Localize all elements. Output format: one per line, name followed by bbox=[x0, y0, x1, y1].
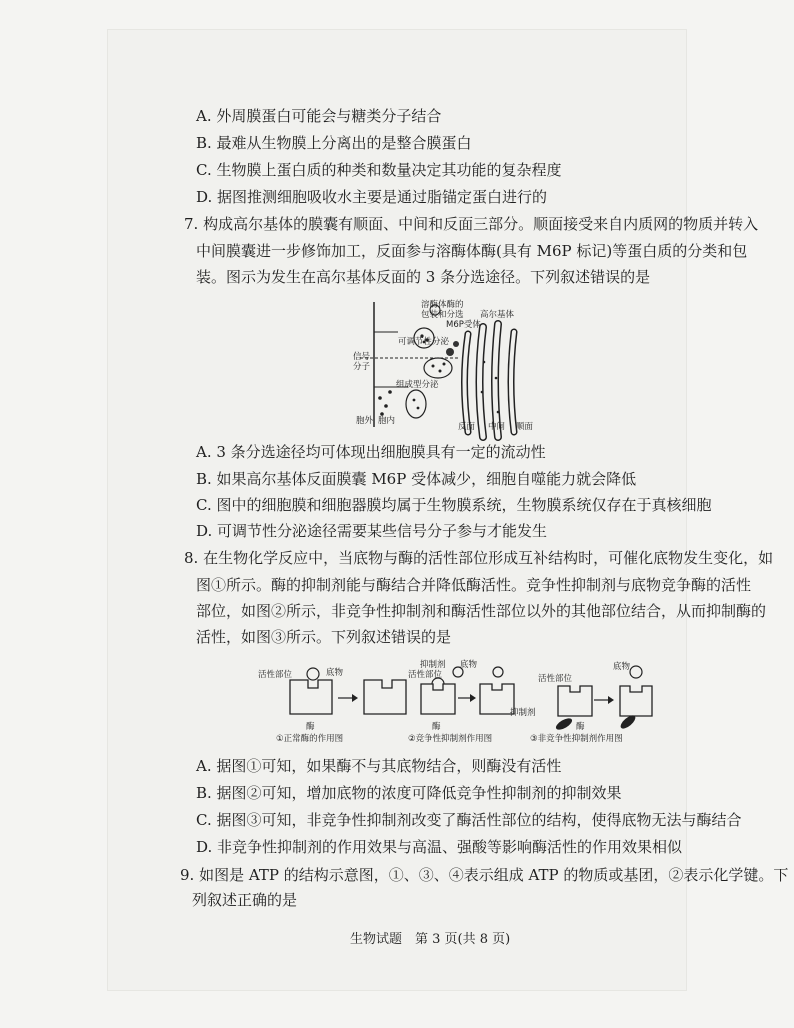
q6-option-b: B. 最难从生物膜上分离出的是整合膜蛋白 bbox=[196, 134, 472, 152]
q8-option-b: B. 据图②可知，增加底物的浓度可降低竞争性抑制剂的抑制效果 bbox=[196, 784, 622, 802]
q9-stem-line-2: 列叙述正确的是 bbox=[192, 891, 298, 909]
q7-stem-line-3: 装。图示为发生在高尔基体反面的 3 条分选途径。下列叙述错误的是 bbox=[196, 268, 651, 286]
q8-option-d: D. 非竞争性抑制剂的作用效果与高温、强酸等影响酶活性的作用效果相似 bbox=[196, 838, 683, 856]
fig8-substrate-1: 底物 bbox=[326, 668, 344, 678]
q8-option-a: A. 据图①可知，如果酶不与其底物结合，则酶没有活性 bbox=[196, 757, 562, 775]
fig7-receptor-label: M6P受体 bbox=[446, 320, 481, 330]
q7-option-a: A. 3 条分选途径均可体现出细胞膜具有一定的流动性 bbox=[196, 443, 546, 461]
fig8-enzyme-2: 酶 bbox=[432, 722, 441, 732]
fig7-outside-label: 胞外 bbox=[356, 416, 374, 426]
q8-stem-line-1: 8. 在生物化学反应中，当底物与酶的活性部位形成互补结构时，可催化底物发生变化，如 bbox=[184, 549, 774, 567]
page-footer: 生物试题 第 3 页(共 8 页) bbox=[350, 932, 511, 947]
fig7-signal-label-1: 信号 bbox=[353, 352, 371, 362]
q6-option-a: A. 外周膜蛋白可能会与糖类分子结合 bbox=[196, 107, 442, 125]
fig7-inside-label: 胞内 bbox=[378, 416, 396, 426]
fig8-caption-3: ③非竞争性抑制剂作用图 bbox=[530, 734, 623, 744]
exam-page bbox=[108, 30, 789, 990]
q7-option-c: C. 图中的细胞膜和细胞器膜均属于生物膜系统，生物膜系统仅存在于真核细胞 bbox=[196, 496, 712, 514]
fig8-active-site-2: 活性部位 bbox=[408, 670, 443, 680]
fig8-active-site-3: 活性部位 bbox=[538, 674, 573, 684]
fig7-lysosome-label-2: 包装和分选 bbox=[421, 310, 464, 320]
q7-option-d: D. 可调节性分泌途径需要某些信号分子参与才能发生 bbox=[196, 522, 548, 540]
fig8-caption-1: ①正常酶的作用图 bbox=[276, 734, 344, 744]
q7-stem-line-1: 7. 构成高尔基体的膜囊有顺面、中间和反面三部分。顺面接受来自内质网的物质并转入 bbox=[184, 215, 759, 233]
fig8-enzyme-1: 酶 bbox=[306, 722, 315, 732]
fig8-enzyme-3: 酶 bbox=[576, 722, 585, 732]
fig8-active-site-1: 活性部位 bbox=[258, 670, 293, 680]
fig7-constitutive-label: 组成型分泌 bbox=[396, 380, 439, 390]
fig7-medial-label: 中间 bbox=[488, 422, 506, 432]
fig8-substrate-2: 底物 bbox=[460, 660, 478, 670]
fig8-inhibitor-2: 抑制剂 bbox=[420, 660, 446, 670]
fig8-substrate-3: 底物 bbox=[613, 662, 631, 672]
fig8-caption-2: ②竞争性抑制剂作用图 bbox=[408, 734, 493, 744]
q7-option-b: B. 如果高尔基体反面膜囊 M6P 受体减少，细胞自噬能力就会降低 bbox=[196, 470, 637, 488]
q8-option-c: C. 据图③可知，非竞争性抑制剂改变了酶活性部位的结构，使得底物无法与酶结合 bbox=[196, 811, 742, 829]
q6-option-c: C. 生物膜上蛋白质的种类和数量决定其功能的复杂程度 bbox=[196, 161, 562, 179]
fig7-cis-label: 顺面 bbox=[516, 422, 534, 432]
q8-stem-line-3: 部位，如图②所示，非竞争性抑制剂和酶活性部位以外的其他部位结合，从而抑制酶的 bbox=[196, 602, 767, 620]
fig8-inhibitor-3: 抑制剂 bbox=[510, 708, 536, 718]
fig7-trans-label: 反面 bbox=[458, 422, 476, 432]
fig7-signal-label-2: 分子 bbox=[353, 362, 371, 372]
q8-stem-line-2: 图①所示。酶的抑制剂能与酶结合并降低酶活性。竞争性抑制剂与底物竞争酶的活性 bbox=[196, 576, 752, 594]
q9-stem-line-1: 9. 如图是 ATP 的结构示意图，①、③、④表示组成 ATP 的物质或基团，②表示化学键。下 bbox=[180, 866, 789, 884]
fig7-lysosome-label-1: 溶酶体酶的 bbox=[421, 300, 464, 310]
q7-stem-line-2: 中间膜囊进一步修饰加工，反面参与溶酶体酶(具有 M6P 标记)等蛋白质的分类和包 bbox=[196, 242, 748, 260]
fig7-regulated-label: 可调节性分泌 bbox=[398, 337, 450, 347]
fig7-golgi-label: 高尔基体 bbox=[480, 310, 515, 320]
q6-option-d: D. 据图推测细胞吸收水主要是通过脂锚定蛋白进行的 bbox=[196, 188, 548, 206]
q8-stem-line-4: 活性，如图③所示。下列叙述错误的是 bbox=[196, 628, 452, 646]
